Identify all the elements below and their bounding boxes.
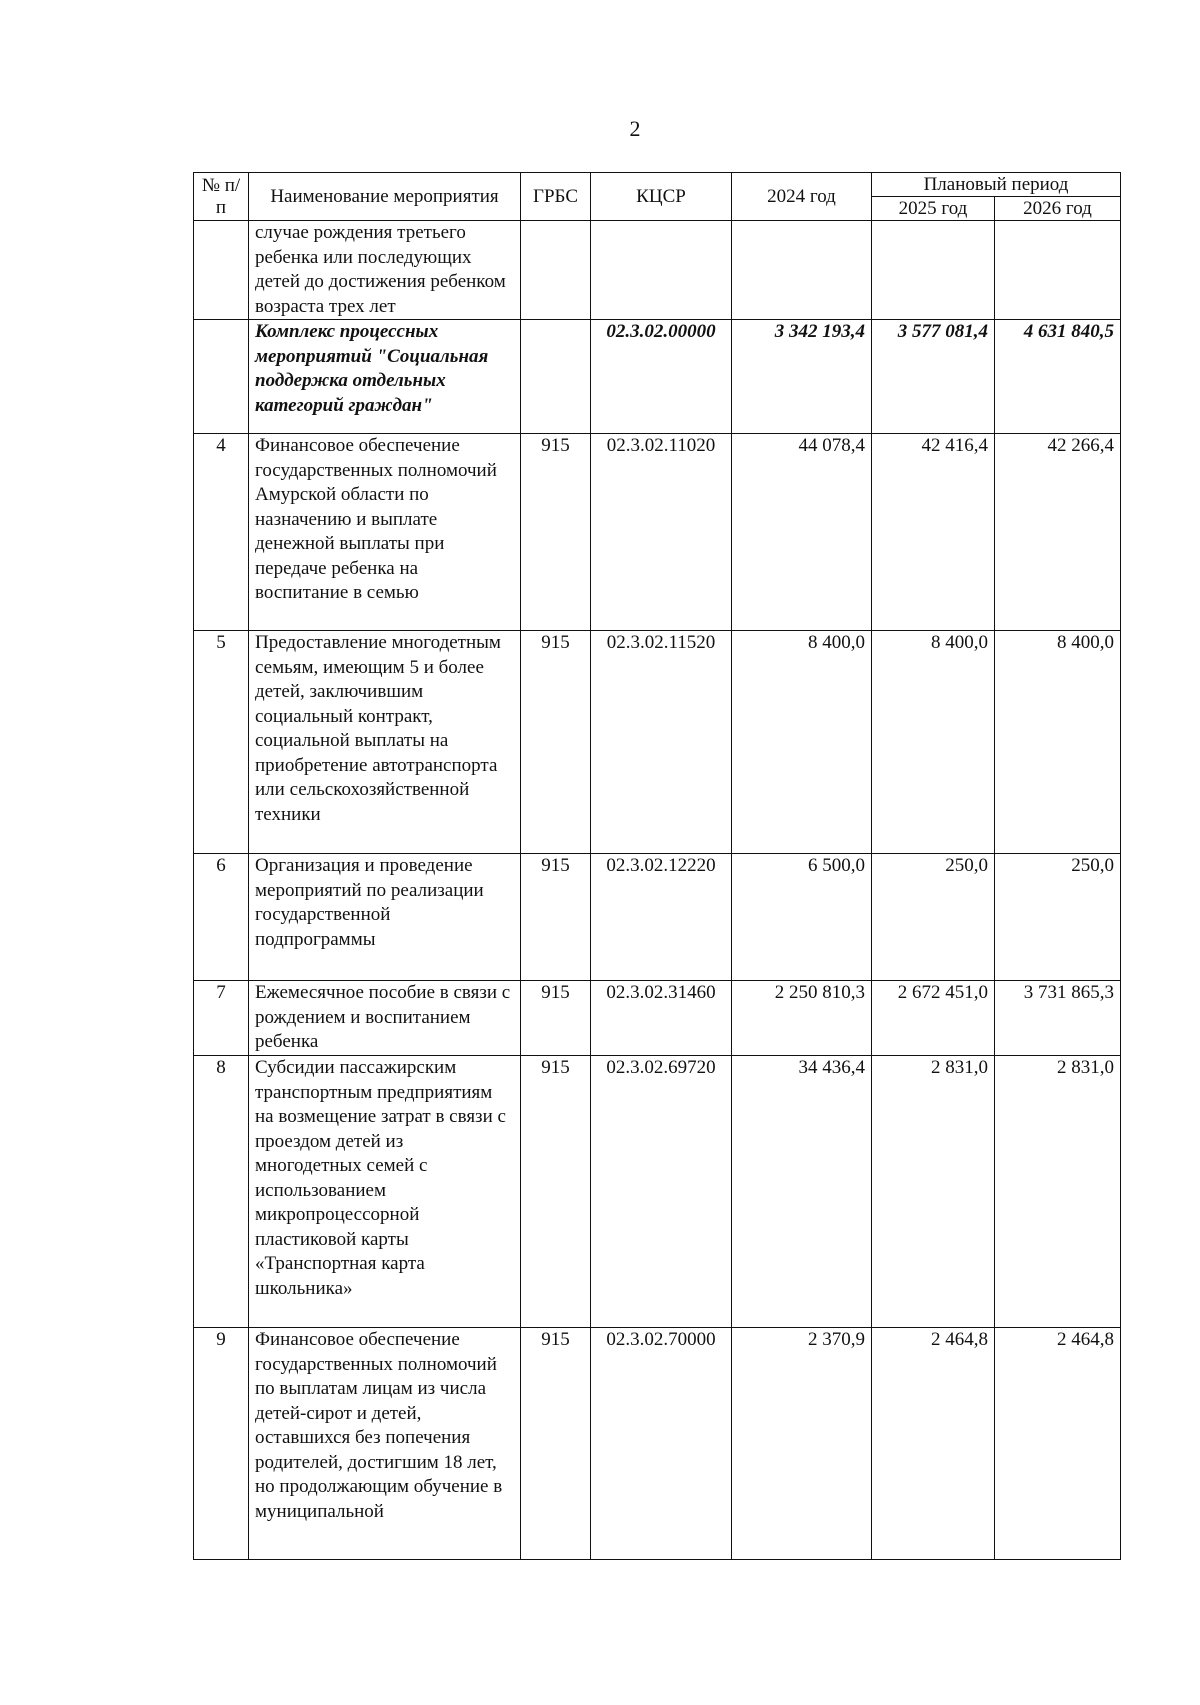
- row-grbs: 915: [521, 854, 591, 981]
- row-amount-2026: 42 266,4: [995, 434, 1121, 631]
- row-amount-2025: 3 577 081,4: [872, 320, 995, 434]
- table-row: [194, 1056, 1121, 1328]
- row-kcsr: 02.3.02.70000: [591, 1328, 732, 1560]
- table-header: [194, 173, 1121, 221]
- header-num: № п/п: [194, 173, 249, 221]
- row-grbs: 915: [521, 1328, 591, 1560]
- table-row: [194, 1328, 1121, 1560]
- row-name: Субсидии пассажирским транспортным предприятиям на возмещение затрат в связи с проездом детей из многодетных семей с использованием микропроцессорной пластиковой карты «Транспортная карта школьника»: [249, 1056, 521, 1328]
- header-name: Наименование мероприятия: [249, 173, 521, 221]
- table-row: [194, 631, 1121, 854]
- header-2026: 2026 год: [995, 197, 1121, 221]
- row-amount-2026: 8 400,0: [995, 631, 1121, 854]
- header-2024: 2024 год: [732, 173, 872, 221]
- row-grbs: 915: [521, 434, 591, 631]
- row-amount-2025: 2 831,0: [872, 1056, 995, 1328]
- budget-table: [193, 172, 1121, 1560]
- row-amount-2025: 250,0: [872, 854, 995, 981]
- row-number: 8: [194, 1056, 249, 1328]
- row-number: 9: [194, 1328, 249, 1560]
- row-amount-2024: 2 250 810,3: [732, 981, 872, 1056]
- row-amount-2025: 42 416,4: [872, 434, 995, 631]
- row-grbs: [521, 320, 591, 434]
- row-amount-2024: 2 370,9: [732, 1328, 872, 1560]
- complex-row: [194, 320, 1121, 434]
- row-amount-2024: 34 436,4: [732, 1056, 872, 1328]
- row-number: [194, 221, 249, 320]
- row-name: случае рождения третьего ребенка или последующих детей до достижения ребенком возраста трех лет: [249, 221, 521, 320]
- header-kcsr: КЦСР: [591, 173, 732, 221]
- row-amount-2024: 44 078,4: [732, 434, 872, 631]
- row-amount-2026: 2 464,8: [995, 1328, 1121, 1560]
- row-amount-2024: 8 400,0: [732, 631, 872, 854]
- row-amount-2026: 2 831,0: [995, 1056, 1121, 1328]
- row-kcsr: 02.3.02.31460: [591, 981, 732, 1056]
- row-amount-2026: [995, 221, 1121, 320]
- row-grbs: [521, 221, 591, 320]
- page-number: 2: [629, 116, 641, 141]
- row-name: Организация и проведение мероприятий по реализации государственной подпрограммы: [249, 854, 521, 981]
- row-amount-2024: 6 500,0: [732, 854, 872, 981]
- row-name: Финансовое обеспечение государственных полномочий по выплатам лицам из числа детей-сирот и детей, оставшихся без попечения родителей, достигшим 18 лет, но продолжающим обучение в муниципальной: [249, 1328, 521, 1560]
- row-name: Комплекс процессных мероприятий "Социальная поддержка отдельных категорий граждан": [249, 320, 521, 434]
- table-body: [194, 221, 1121, 1560]
- header-planned-period: Плановый период: [872, 173, 1121, 197]
- header-grbs: ГРБС: [521, 173, 591, 221]
- row-number: 7: [194, 981, 249, 1056]
- row-kcsr: 02.3.02.11020: [591, 434, 732, 631]
- table-row: [194, 854, 1121, 981]
- row-amount-2026: 3 731 865,3: [995, 981, 1121, 1056]
- header-2025: 2025 год: [872, 197, 995, 221]
- row-amount-2026: 250,0: [995, 854, 1121, 981]
- row-grbs: 915: [521, 631, 591, 854]
- row-amount-2025: [872, 221, 995, 320]
- row-name: Предоставление многодетным семьям, имеющим 5 и более детей, заключившим социальный контракт, социальной выплаты на приобретение автотранспорта или сельскохозяйственной техники: [249, 631, 521, 854]
- row-number: [194, 320, 249, 434]
- row-grbs: 915: [521, 981, 591, 1056]
- row-number: 5: [194, 631, 249, 854]
- row-name: Финансовое обеспечение государственных полномочий Амурской области по назначению и выплате денежной выплаты при передаче ребенка на воспитание в семью: [249, 434, 521, 631]
- row-kcsr: 02.3.02.11520: [591, 631, 732, 854]
- row-kcsr: 02.3.02.12220: [591, 854, 732, 981]
- row-amount-2025: 2 672 451,0: [872, 981, 995, 1056]
- row-number: 6: [194, 854, 249, 981]
- table-row: [194, 434, 1121, 631]
- row-amount-2024: 3 342 193,4: [732, 320, 872, 434]
- row-number: 4: [194, 434, 249, 631]
- row-amount-2025: 8 400,0: [872, 631, 995, 854]
- row-kcsr: 02.3.02.69720: [591, 1056, 732, 1328]
- row-grbs: 915: [521, 1056, 591, 1328]
- row-kcsr: 02.3.02.00000: [591, 320, 732, 434]
- row-amount-2026: 4 631 840,5: [995, 320, 1121, 434]
- row-amount-2024: [732, 221, 872, 320]
- table-row: [194, 981, 1121, 1056]
- row-amount-2025: 2 464,8: [872, 1328, 995, 1560]
- row-kcsr: [591, 221, 732, 320]
- row-name: Ежемесячное пособие в связи с рождением и воспитанием ребенка: [249, 981, 521, 1056]
- table-row: [194, 221, 1121, 320]
